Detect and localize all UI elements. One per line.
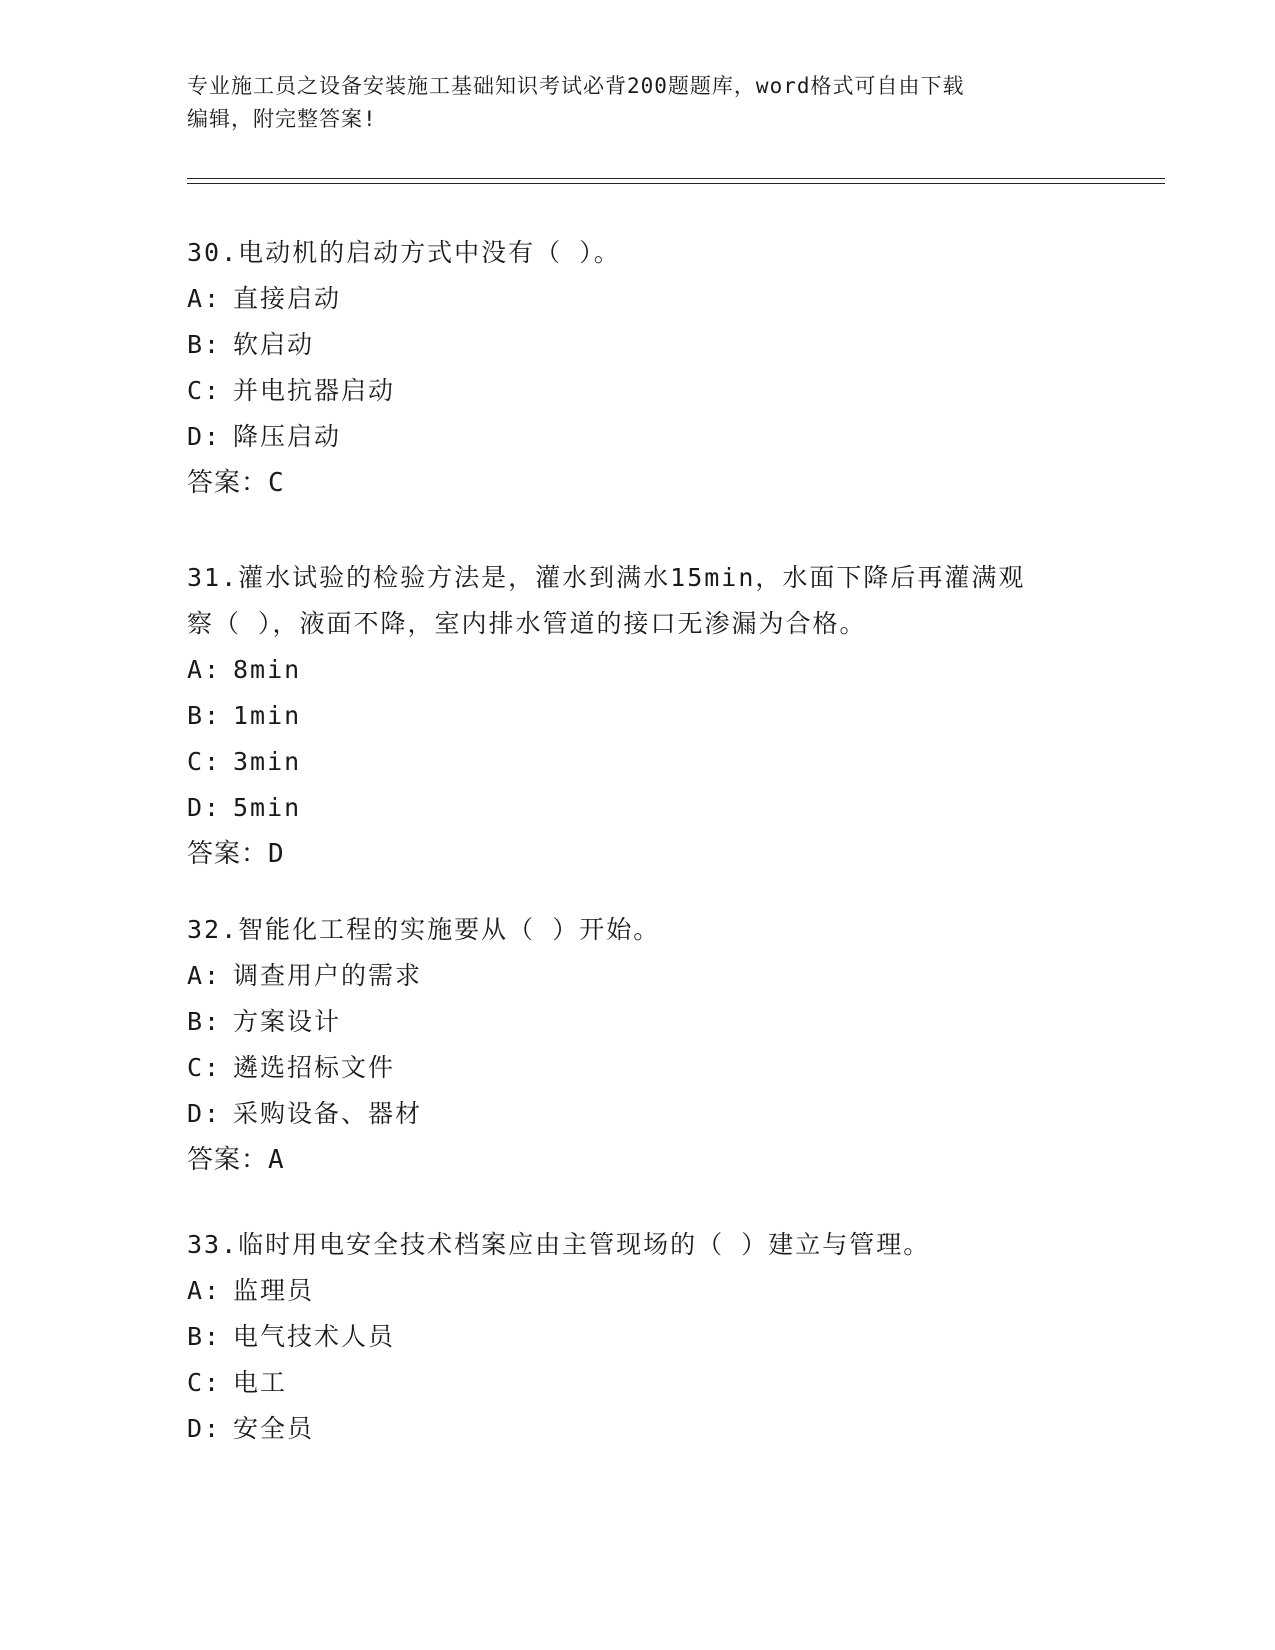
option-c: C: 3min bbox=[187, 747, 302, 776]
question-text bbox=[187, 1222, 1087, 1268]
header-line-1: 专业施工员之设备安装施工基础知识考试必背200题题库，word格式可自由下载 bbox=[187, 74, 965, 98]
answer: 答案：A bbox=[187, 1145, 284, 1175]
question-30 bbox=[187, 230, 1087, 506]
answer: 答案：D bbox=[187, 839, 284, 869]
option-a: A: 8min bbox=[187, 655, 302, 684]
option-d: D: 5min bbox=[187, 793, 302, 822]
option-c: C: 电工 bbox=[187, 1368, 288, 1397]
option-b: B: 1min bbox=[187, 701, 302, 730]
option-a: A: 调查用户的需求 bbox=[187, 961, 423, 990]
question-text bbox=[187, 555, 1087, 647]
option-d: D: 降压启动 bbox=[187, 422, 342, 451]
option-a: A: 监理员 bbox=[187, 1276, 315, 1305]
option-b: B: 软启动 bbox=[187, 330, 315, 359]
option-a: A: 直接启动 bbox=[187, 284, 342, 313]
question-31 bbox=[187, 555, 1087, 877]
answer: 答案：C bbox=[187, 468, 284, 498]
question-text bbox=[187, 230, 1087, 276]
header-line-2: 编辑，附完整答案! bbox=[187, 107, 377, 131]
option-b: B: 方案设计 bbox=[187, 1007, 342, 1036]
question-line: 31.灌水试验的检验方法是，灌水到满水15min，水面下降后再灌满观 bbox=[187, 563, 1026, 592]
document-header bbox=[187, 70, 1067, 136]
question-33 bbox=[187, 1222, 1087, 1452]
question-text bbox=[187, 907, 1087, 953]
question-line: 察（ ），液面不降，室内排水管道的接口无渗漏为合格。 bbox=[187, 609, 867, 638]
option-c: C: 遴选招标文件 bbox=[187, 1053, 396, 1082]
header-divider-bottom bbox=[187, 183, 1165, 184]
question-32 bbox=[187, 907, 1087, 1183]
option-c: C: 并电抗器启动 bbox=[187, 376, 396, 405]
question-line: 33.临时用电安全技术档案应由主管现场的（ ）建立与管理。 bbox=[187, 1230, 931, 1259]
option-b: B: 电气技术人员 bbox=[187, 1322, 396, 1351]
option-d: D: 采购设备、器材 bbox=[187, 1099, 423, 1128]
option-d: D: 安全员 bbox=[187, 1414, 315, 1443]
question-line: 30.电动机的启动方式中没有（ ）。 bbox=[187, 238, 621, 267]
header-divider-top bbox=[187, 178, 1165, 179]
question-line: 32.智能化工程的实施要从（ ）开始。 bbox=[187, 915, 661, 944]
